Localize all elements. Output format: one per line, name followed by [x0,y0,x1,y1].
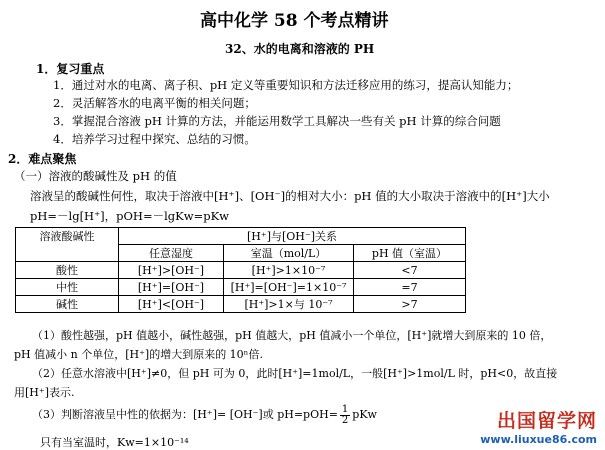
table-cell: =7 [354,279,466,296]
table-cell: [H⁺]=[OH⁻] [119,279,224,296]
table-cell: <7 [354,262,466,279]
table-corner-cell: 溶液酸碱性 [16,228,119,262]
row-label: 碱性 [16,296,119,313]
table-cell: [H⁺]<[OH⁻] [119,296,224,313]
review-heading: 1．复习重点 [36,62,105,76]
note-3-lead: （3）判断溶液呈中性的依据为：[H⁺]= [OH⁻]或 pH=pOH= [32,408,338,421]
acidity-table [15,227,466,313]
table-row [16,279,466,296]
table-header-row [16,228,466,245]
note-1-line-1: （1）酸性越强，pH 值越小，碱性越强，pH 值越大，pH 值减小一个单位，[H⁺]就增大到原来的 10 倍， [32,329,552,342]
col-header-ph: pH 值（室温） [354,245,466,262]
col-header-any-humidity: 任意湿度 [119,245,224,262]
table-group-header: [H⁺]与[OH⁻]关系 [119,228,466,245]
table-cell: >7 [354,296,466,313]
table-cell: [H⁺]>1×10⁻⁷ [224,262,354,279]
ph-explanation-line: 溶液呈的酸碱性何性，取决于溶液中[H⁺]、[OH⁻]的相对大小：pH 值的大小取决于溶液中的[H⁺]大小 [30,189,550,203]
acid-base-subheading: （一）溶液的酸碱性及 pH 的值 [14,169,177,183]
note-2-line-1: （2）任意水溶液中[H⁺]≠0，但 pH 可为 0，此时[H⁺]=1mol/L，一般[H⁺]>1mol/L 时，pH<0，故直接 [32,367,558,380]
col-header-room-temp: 室温（mol/L） [224,245,354,262]
table-row [16,296,466,313]
ph-formula-line: pH=－lg[H⁺]，pOH=－lgKw=pKw [30,209,229,223]
review-item-1: 1．通过对水的电离、离子积、pH 定义等重要知识和方法迁移应用的练习，提高认知能力； [53,78,519,92]
page-title: 高中化学 58 个考点精讲 [200,11,389,31]
table-cell: [H⁺]=[OH⁻]=1×10⁻⁷ [224,279,354,296]
section-subtitle: 32、水的电离和溶液的 PH [225,42,375,56]
table-cell: [H⁺]>1×与 10⁻⁷ [224,296,354,313]
note-2-line-2: 用[H⁺]表示. [14,386,75,399]
watermark-logo-text: 出国留学网 [496,410,597,432]
difficulty-heading: 2．难点聚焦 [8,152,77,166]
one-half-fraction [340,405,350,426]
fraction-denominator: 2 [341,414,349,426]
note-4-line: 只有当室温时，Kw=1×10⁻¹⁴ [40,436,189,449]
fraction-numerator: 1 [341,403,349,415]
table-row [16,262,466,279]
site-watermark [480,406,597,446]
review-item-3: 3．掌握混合溶液 pH 计算的方法，并能运用数学工具解决一些有关 pH 计算的综合问题 [53,114,501,128]
watermark-url: www.liuxue86.com [480,433,597,446]
note-1-line-2: pH 值减小 n 个单位，[H⁺]的增大到原来的 10ⁿ倍. [14,348,263,361]
table-cell: [H⁺]>[OH⁻] [119,262,224,279]
review-item-2: 2．灵活解答水的电离平衡的相关问题； [53,96,256,110]
review-item-4: 4．培养学习过程中探究、总结的习惯。 [53,132,256,146]
row-label: 酸性 [16,262,119,279]
note-3-line [32,404,377,426]
row-label: 中性 [16,279,119,296]
note-3-tail: pKw [352,408,377,421]
